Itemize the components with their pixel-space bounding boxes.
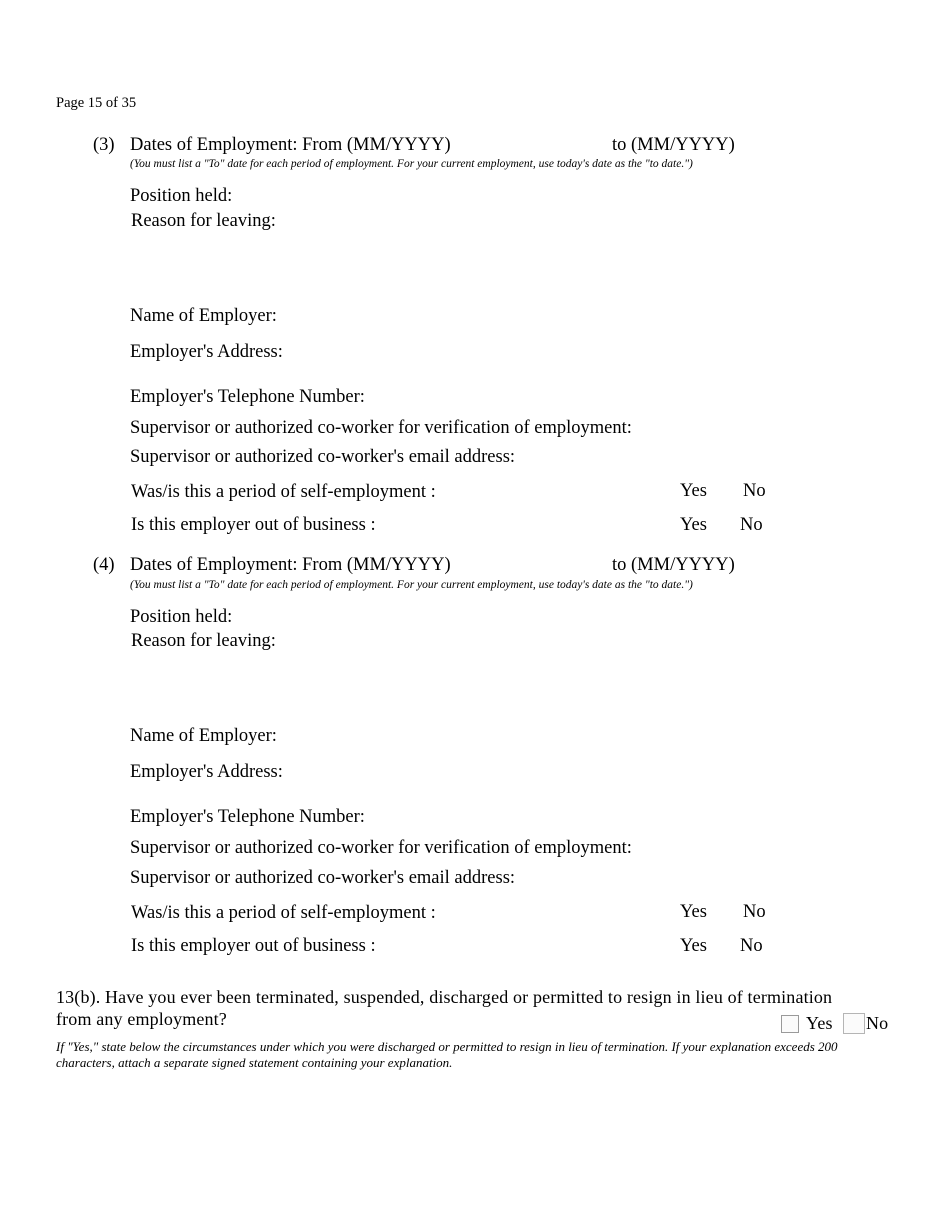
supervisor-label: Supervisor or authorized co-worker for verification of employment: [130, 838, 632, 858]
dates-to-label: to (MM/YYYY) [612, 135, 735, 155]
dates-note: (You must list a "To" date for each period of employment. For your current employment, use today's date as the "to date.") [130, 579, 693, 591]
entry-number: (4) [93, 555, 115, 575]
employer-address-label: Employer's Address: [130, 762, 283, 782]
supervisor-email-label: Supervisor or authorized co-worker's email address: [130, 447, 516, 467]
question-13b-text-line2: from any employment? [56, 1009, 227, 1029]
out-of-business-label: Is this employer out of business : [131, 515, 376, 535]
self-employment-yes[interactable]: Yes [680, 481, 707, 501]
reason-for-leaving-label: Reason for leaving: [131, 631, 276, 651]
dates-from-label: Dates of Employment: From (MM/YYYY) [130, 555, 451, 575]
dates-to-label: to (MM/YYYY) [612, 555, 735, 575]
employer-name-label: Name of Employer: [130, 726, 277, 746]
entry-number: (3) [93, 135, 115, 155]
employer-name-label: Name of Employer: [130, 306, 277, 326]
question-13b-text: 13(b). Have you ever been terminated, suspended, discharged or permitted to resign in lieu of termination [56, 987, 833, 1007]
out-of-business-no[interactable]: No [740, 936, 763, 956]
reason-for-leaving-label: Reason for leaving: [131, 211, 276, 231]
yes-label: Yes [806, 1013, 833, 1033]
position-held-label: Position held: [130, 607, 233, 627]
employer-phone-label: Employer's Telephone Number: [130, 387, 365, 407]
dates-note: (You must list a "To" date for each period of employment. For your current employment, use today's date as the "to date.") [130, 158, 693, 170]
supervisor-email-label: Supervisor or authorized co-worker's email address: [130, 868, 516, 888]
self-employment-yes[interactable]: Yes [680, 902, 707, 922]
question-13b-instructions: If "Yes," state below the circumstances under which you were discharged or permitted to resign in lieu of termination. If your explanation exceeds 200 characters, attach a separate signed statement containing your explanation. [56, 1039, 838, 1070]
self-employment-label: Was/is this a period of self-employment : [131, 482, 436, 502]
position-held-label: Position held: [130, 186, 233, 206]
dates-from-label: Dates of Employment: From (MM/YYYY) [130, 135, 451, 155]
employer-address-label: Employer's Address: [130, 342, 283, 362]
out-of-business-yes[interactable]: Yes [680, 936, 707, 956]
self-employment-no[interactable]: No [743, 902, 766, 922]
out-of-business-label: Is this employer out of business : [131, 936, 376, 956]
out-of-business-yes[interactable]: Yes [680, 515, 707, 535]
page-number: Page 15 of 35 [56, 95, 137, 111]
out-of-business-no[interactable]: No [740, 515, 763, 535]
no-checkbox[interactable] [843, 1013, 865, 1034]
self-employment-no[interactable]: No [743, 481, 766, 501]
no-label: No [866, 1013, 889, 1033]
self-employment-label: Was/is this a period of self-employment : [131, 903, 436, 923]
employer-phone-label: Employer's Telephone Number: [130, 807, 365, 827]
supervisor-label: Supervisor or authorized co-worker for verification of employment: [130, 418, 632, 438]
yes-checkbox[interactable] [781, 1015, 799, 1033]
